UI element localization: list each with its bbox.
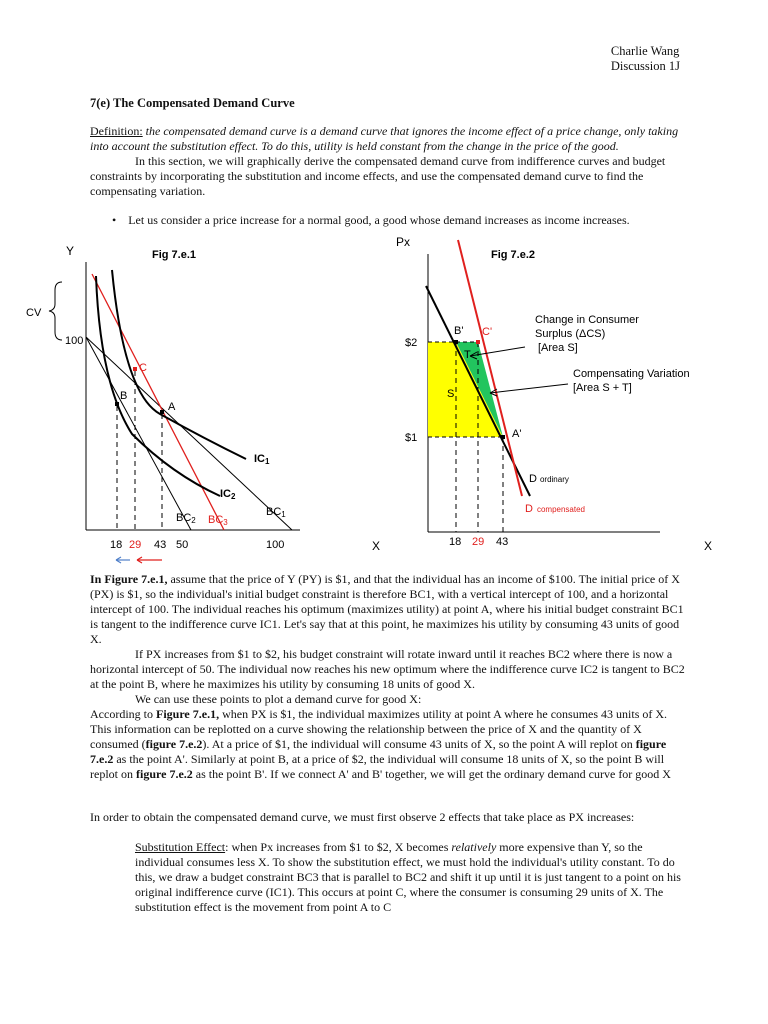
cv-label: CV (26, 307, 42, 319)
fig1-y-axis-label: Y (66, 244, 75, 258)
bc2-label: BC2 (176, 512, 196, 525)
area-t-label: T (464, 349, 471, 361)
fig2-tick-43: 43 (496, 536, 509, 548)
fig2-tick-29: 29 (472, 536, 485, 548)
discussion-section: Discussion 1J (610, 59, 680, 73)
fig1-tick-43: 43 (154, 539, 167, 551)
cv-pointer-arrow (490, 384, 568, 393)
cs-annotation-line3: [Area S] (538, 342, 578, 354)
price-2-label: $2 (405, 337, 418, 349)
section-title: 7(e) The Compensated Demand Curve (90, 96, 295, 110)
figure-7e1 (26, 244, 380, 563)
cv-brace (49, 282, 62, 340)
fig2-y-axis-label: Px (396, 235, 411, 249)
fig2-label-b: B' (454, 325, 464, 337)
fig2-label-c: C' (482, 326, 493, 338)
fig1-tick-100: 100 (266, 539, 285, 551)
fig1-tick-50: 50 (176, 539, 189, 551)
ic1-label: IC1 (254, 453, 270, 466)
fig1-y-intercept-100: 100 (65, 335, 84, 347)
ic2-label: IC2 (220, 488, 236, 501)
figure-7e2 (396, 235, 712, 553)
fig2-point-b (454, 340, 458, 344)
definition-label: Definition: (90, 124, 143, 138)
author-header (611, 44, 680, 74)
cv-annotation-line2: [Area S + T] (573, 382, 632, 394)
explanation-block (90, 572, 690, 782)
fig2-point-a (501, 435, 505, 439)
fig1-label-a: A (168, 401, 176, 413)
fig1-point-b (115, 402, 119, 406)
price-1-label: $1 (405, 432, 418, 444)
bc3-line (92, 274, 224, 530)
cs-annotation-line2: Surplus (ΔCS) (535, 328, 606, 340)
paragraph-1: In Figure 7.e.1, assume that the price of Y (PY) is $1, and that the individual has an income of $100. The initial price of X (PX) is $1, so the individual's initial budget constraint is therefore BC1, with a vertical intercept of 100, and a horizontal intercept of 100. The individual reaches his optimum (maximizes utility) at point A, where his initial budget constraint BC1 is tangent to the indifference curve IC1. Let's say that at this point, he maximizes his utility by consuming 43 units of good X. (90, 572, 684, 646)
fig2-point-c (476, 340, 480, 344)
fig1-label-b: B (120, 390, 128, 402)
definition-text: the compensated demand curve is a demand curve that ignores the income effect of a price change, only taking into account the substitution effect. To do this, utility is held constant from the change in the price of the good. (90, 124, 679, 153)
definition-block (90, 124, 690, 199)
bullet-dot: • (112, 213, 117, 227)
area-s-label: S (447, 388, 455, 400)
figures (0, 234, 768, 574)
fig1-tick-29: 29 (129, 539, 142, 551)
cs-annotation-line1: Change in Consumer (535, 314, 639, 326)
fig1-tick-18: 18 (110, 539, 123, 551)
bullet-item (112, 213, 712, 228)
fig1-label-c: C (139, 362, 147, 374)
fig2-title: Fig 7.e.2 (491, 249, 536, 261)
paragraph-3: We can use these points to plot a demand curve for good X: (135, 692, 422, 706)
bullet-text: Let us consider a price increase for a normal good, a good whose demand increases as income increases. (128, 213, 630, 227)
author-name: Charlie Wang (610, 44, 680, 58)
fig1-point-a (160, 410, 164, 414)
paragraph-5: In order to obtain the compensated demand curve, we must first observe 2 effects that take place as PX increases: (90, 810, 635, 824)
intro-paragraph: In this section, we will graphically derive the compensated demand curve from indifference curves and budget constraints by incorporating the substitution and income effects, and use the compensated demand curve to find the compensating variation. (90, 154, 666, 198)
paragraph-2: If PX increases from $1 to $2, his budget constraint will rotate inward until it reaches BC2 where there is now a horizontal intercept of 50. The individual now reaches his new optimum where the indifference curve IC2 is tangent to BC2 at the point B, where he maximizes his utility by consuming 18 units of good X. (90, 647, 685, 691)
cv-annotation-line1: Compensating Variation (573, 368, 690, 380)
fig1-title: Fig 7.e.1 (152, 249, 197, 261)
fig2-x-axis-label: X (704, 539, 713, 553)
fig2-tick-18: 18 (449, 536, 462, 548)
paragraph-4: According to Figure 7.e.1, when PX is $1, the individual maximizes utility at point A where he consumes 43 units of X. This information can be replotted on a curve showing the relationship between the price of X and the quantity of X consumed (figure 7.e.2). At a price of $1, the individual will consume 43 units of X, so the point A will replot on figure 7.e.2 as the point A'. Similarly at point B, at a price of $2, the individual will consume 18 units of X, so the point B will replot on figure 7.e.2 as the point B'. If we connect A' and B' together, we will get the ordinary demand curve for good X (90, 707, 671, 781)
bc1-label: BC1 (266, 506, 286, 519)
compensated-demand-label: D compensated (525, 503, 585, 515)
fig2-label-a: A' (512, 428, 522, 440)
ic2-curve (96, 276, 220, 496)
bc3-label: BC3 (208, 514, 228, 527)
ordinary-demand-label: D ordinary (529, 473, 569, 485)
substitution-effect-paragraph: Substitution Effect: when Px increases from $1 to $2, X becomes relatively more expensive than Y, so the individual consumes less X. To show the substitution effect, we must hold the individual's utility constant. To do this, we draw a budget constraint BC3 that is parallel to BC2 and shift it up until it is just tangent to a point on his original indifference curve (IC1). This occurs at point C, where the consumer is consuming 29 units of X. The substitution effect is the movement from point A to C (135, 840, 681, 914)
ic1-curve (112, 270, 246, 459)
fig1-point-c (133, 367, 137, 371)
fig1-x-axis-label: X (372, 539, 381, 553)
